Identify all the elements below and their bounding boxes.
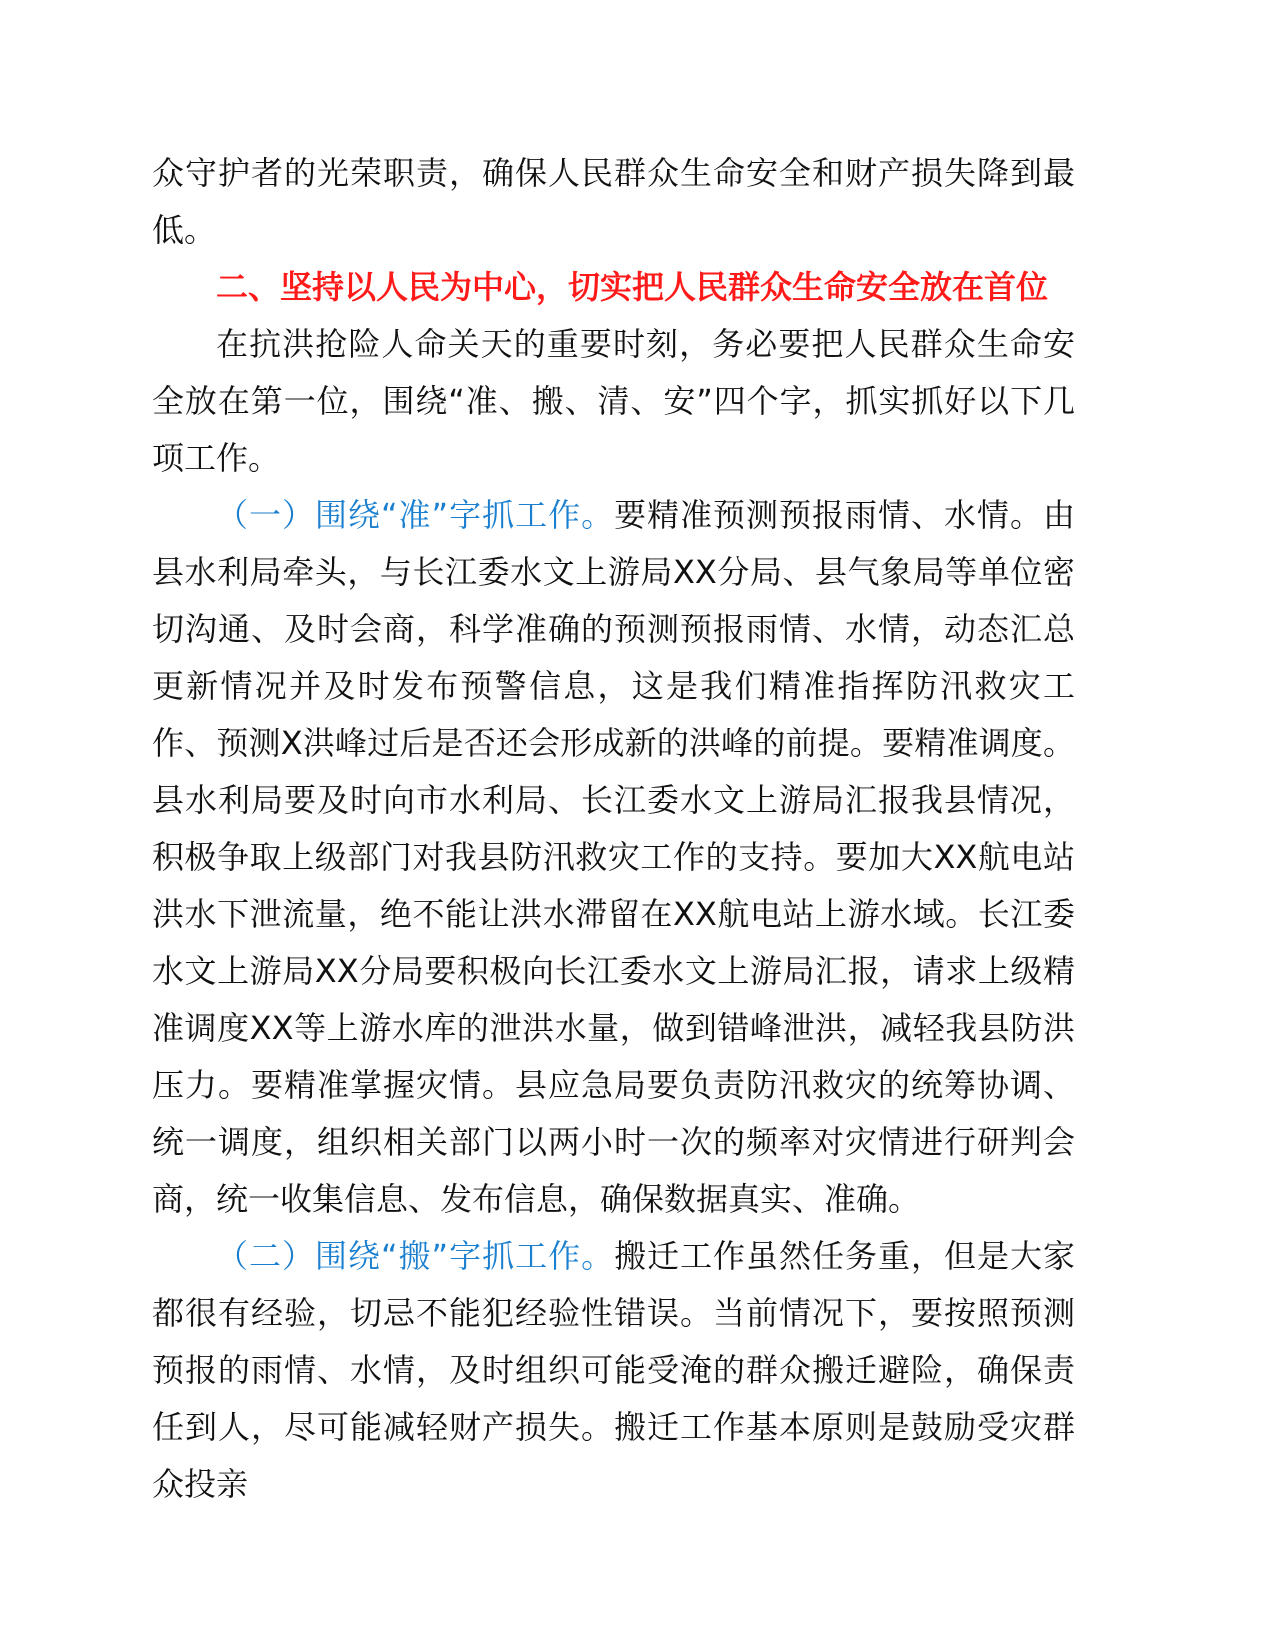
continuation-paragraph: 众守护者的光荣职责，确保人民群众生命安全和财产损失降到最低。 <box>152 154 1075 249</box>
item-1-label: （一）围绕“准”字抓工作。 <box>216 496 615 534</box>
item-2-label: （二）围绕“搬”字抓工作。 <box>216 1237 615 1275</box>
paragraph-item-1 <box>152 487 1075 1228</box>
item-2-text: 搬迁工作虽然任务重，但是大家都很有经验，切忌不能犯经验性错误。当前情况下，要按照预测预报的雨情、水情，及时组织可能受淹的群众搬迁避险，确保责任到人，尽可能减轻财产损失。搬迁工作基本原则是鼓励受灾群众投亲 <box>152 1237 1075 1503</box>
section-heading: 二、坚持以人民为中心，切实把人民群众生命安全放在首位 <box>216 268 1049 306</box>
paragraph-item-2 <box>152 1228 1075 1513</box>
document-body <box>152 145 1075 1513</box>
item-1-text: 要精准预测预报雨情、水情。由县水利局牵头，与长江委水文上游局XX分局、县气象局等单位密切沟通、及时会商，科学准确的预测预报雨情、水情，动态汇总更新情况并及时发布预警信息，这是我们精准指挥防汛救灾工作、预测X洪峰过后是否还会形成新的洪峰的前提。要精准调度。县水利局要及时向市水利局、长江委水文上游局汇报我县情况，积极争取上级部门对我县防汛救灾工作的支持。要加大XX航电站洪水下泄流量，绝不能让洪水滞留在XX航电站上游水域。长江委水文上游局XX分局要积极向长江委水文上游局汇报，请求上级精准调度XX等上游水库的泄洪水量，做到错峰泄洪，减轻我县防洪压力。要精准掌握灾情。县应急局要负责防汛救灾的统筹协调、统一调度，组织相关部门以两小时一次的频率对灾情进行研判会商，统一收集信息、发布信息，确保数据真实、准确。 <box>152 496 1075 1218</box>
intro-paragraph: 在抗洪抢险人命关天的重要时刻，务必要把人民群众生命安全放在第一位，围绕“准、搬、清、安”四个字，抓实抓好以下几项工作。 <box>152 325 1075 477</box>
